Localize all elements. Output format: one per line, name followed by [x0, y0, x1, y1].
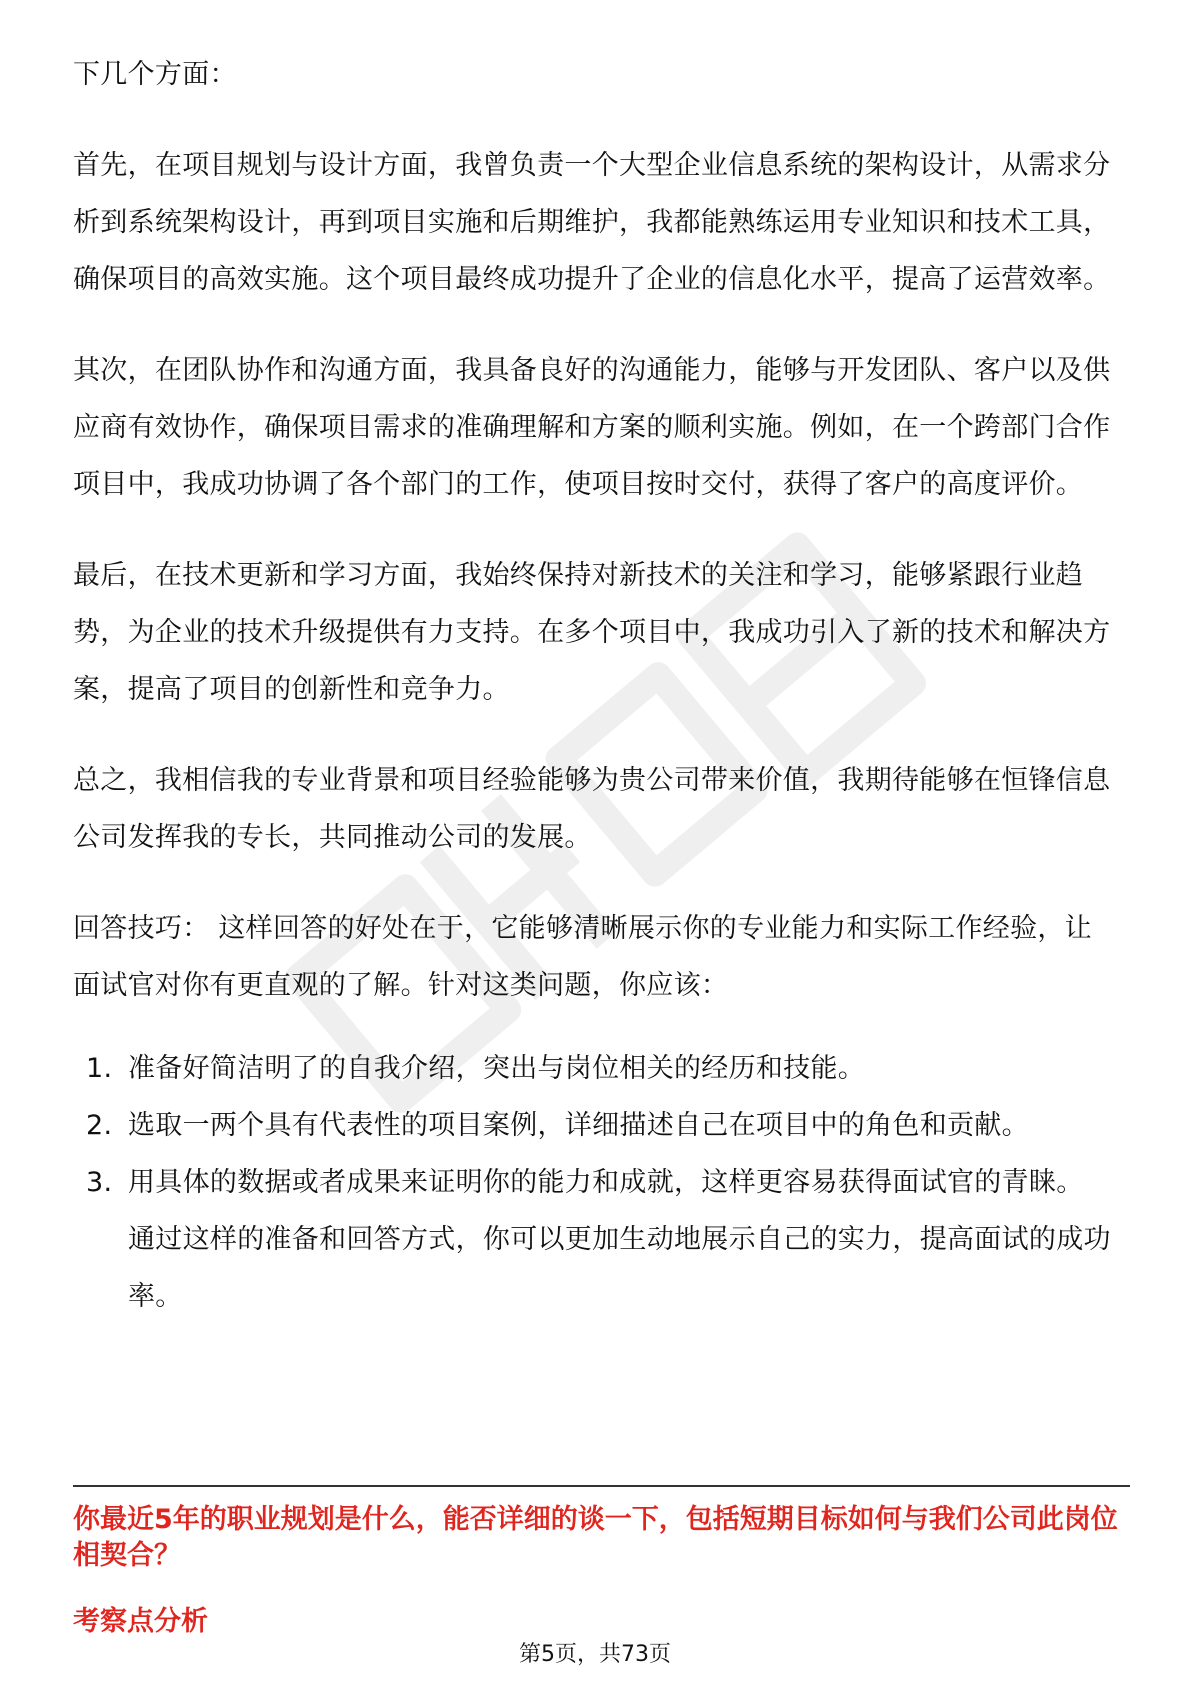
- list-item: [73, 1040, 1118, 1097]
- paragraph-teamwork: 其次，在团队协作和沟通方面，我具备良好的沟通能力，能够与开发团队、客户以及供应商有效协作，确保项目需求的准确理解和方案的顺利实施。例如，在一个跨部门合作项目中，我成功协调了各个部门的工作，使项目按时交付，获得了客户的高度评价。: [73, 355, 1111, 500]
- tips-list: [73, 1040, 1118, 1325]
- page-footer: 第5页，共73页: [519, 1642, 671, 1667]
- paragraph-intro: 下几个方面：: [73, 59, 237, 90]
- section-divider: [73, 1485, 1130, 1487]
- list-item-text: 准备好简洁明了的自我介绍，突出与岗位相关的经历和技能。: [128, 1053, 866, 1084]
- paragraph-conclusion: 总之，我相信我的专业背景和项目经验能够为贵公司带来价值，我期待能够在恒锋信息公司发挥我的专长，共同推动公司的发展。: [73, 765, 1111, 853]
- section-heading: 考察点分析: [73, 1606, 208, 1637]
- paragraph-learning: 最后，在技术更新和学习方面，我始终保持对新技术的关注和学习，能够紧跟行业趋势，为企业的技术升级提供有力支持。在多个项目中，我成功引入了新的技术和解决方案，提高了项目的创新性和竞争力。: [73, 560, 1111, 705]
- list-item: [73, 1154, 1118, 1325]
- list-number: 3.: [86, 1167, 113, 1198]
- paragraph-answer-tips: 回答技巧： 这样回答的好处在于，它能够清晰展示你的专业能力和实际工作经验，让面试官对你有更直观的了解。针对这类问题，你应该：: [73, 913, 1092, 1001]
- list-number: 1.: [86, 1053, 113, 1084]
- list-number: 2.: [86, 1110, 113, 1141]
- paragraph-planning: 首先，在项目规划与设计方面，我曾负责一个大型企业信息系统的架构设计，从需求分析到系统架构设计，再到项目实施和后期维护，我都能熟练运用专业知识和技术工具，确保项目的高效实施。这个项目最终成功提升了企业的信息化水平，提高了运营效率。: [73, 150, 1111, 295]
- list-item-text: 选取一两个具有代表性的项目案例，详细描述自己在项目中的角色和贡献。: [128, 1110, 1029, 1141]
- list-item-text: 用具体的数据或者成果来证明你的能力和成就，这样更容易获得面试官的青睐。 通过这样的准备和回答方式，你可以更加生动地展示自己的实力，提高面试的成功率。: [128, 1167, 1111, 1312]
- document-body: [73, 46, 1118, 1325]
- interview-question: 你最近5年的职业规划是什么，能否详细的谈一下，包括短期目标如何与我们公司此岗位相契合？: [73, 1504, 1118, 1571]
- list-item: [73, 1097, 1118, 1154]
